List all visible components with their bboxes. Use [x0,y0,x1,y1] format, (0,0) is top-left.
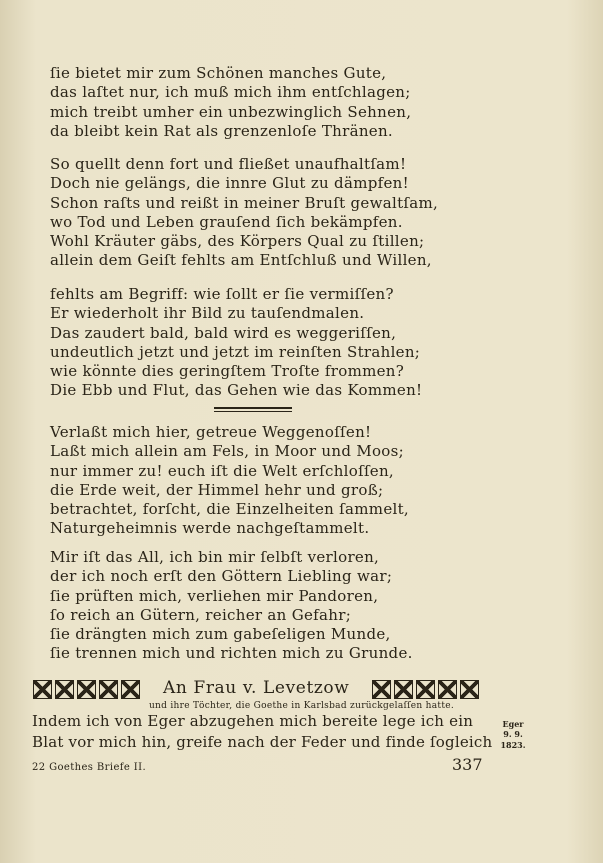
verse-line: ſie drängten mich zum gabeſeligen Munde, [50,625,391,644]
verse-line: Doch nie gelängs, die innre Glut zu dämpfen! [50,174,409,193]
ornament-icon [460,680,479,699]
margin-note-place: Eger [502,719,524,729]
verse-line: wie könnte dies geringſtem Troſte frommen? [50,362,405,381]
verse-line: da bleibt kein Rat als grenzenloſe Thränen. [50,121,393,140]
verse-line: der ich noch erſt den Göttern Liebling war; [50,567,393,586]
verse-line: ſie trennen mich und richten mich zu Grunde. [50,644,413,663]
stanza-2 [50,155,520,271]
ornament-icon [121,680,140,699]
ornament-band-right [372,680,479,700]
ornament-icon [55,680,74,699]
letter-subheading: und ihre Töchter, die Goethe in Karlsbad zurückgelaſſen hatte. [148,701,455,711]
verse-line: Er wiederholt ihr Bild zu tauſendmalen. [50,304,365,323]
verse-line: die Erde weit, der Himmel hehr und groß; [50,480,384,499]
verse-line: Laßt mich allein am Fels, in Moor und Moos; [50,442,404,461]
verse-line: betrachtet, forſcht, die Einzelheiten ſammelt, [50,500,409,519]
signature-mark: 22 Goethes Briefe II. [32,762,147,773]
verse-line: Die Ebb und Flut, das Gehen wie das Kommen! [50,381,423,400]
stanza-1 [50,64,520,141]
verse-line: undeutlich jetzt und jetzt im reinſten Strahlen; [50,342,421,361]
verse-line: Wohl Kräuter gäbs, des Körpers Qual zu ſtillen; [50,232,425,251]
verse-line: mich treibt umher ein unbezwinglich Sehnen, [50,102,412,121]
ornament-icon [394,680,413,699]
verse-line: Mir iſt das All, ich bin mir ſelbſt verloren, [50,548,380,566]
section-divider [214,407,292,409]
ornament-icon [33,680,52,699]
ornament-icon [416,680,435,699]
letter-heading: An Frau v. Levetzow [163,678,350,698]
verse-line: Verlaßt mich hier, getreue Weggenoſſen! [50,423,372,441]
verse-line: allein dem Geiſt fehlts am Entſchluß und Willen, [50,251,432,270]
verse-line: Naturgeheimnis werde nachgeſtammelt. [50,519,370,538]
page-number: 337 [452,755,483,774]
ornament-icon [372,680,391,699]
verse-line: ſie prüften mich, verliehen mir Pandoren, [50,586,379,605]
margin-note-year: 1823. [500,740,526,750]
verse-line: So quellt denn fort und fließet unaufhaltſam! [50,155,407,173]
stanza-4 [50,423,520,539]
verse-line: ſie bietet mir zum Schönen manches Gute, [50,64,387,82]
verse-line: das laſtet nur, ich muß mich ihm entſchlagen; [50,83,411,102]
verse-line: wo Tod und Leben grauſend ſich bekämpfen. [50,212,403,231]
verse-line: Das zaudert bald, bald wird es weggeriſſen, [50,323,397,342]
margin-note-date: 9. 9. [503,729,523,739]
prose-line: Blat vor mich hin, greife nach der Feder und finde ſogleich [32,733,493,751]
ornament-icon [438,680,457,699]
verse-line: nur immer zu! euch iſt die Welt erſchloſſen, [50,461,394,480]
ornament-icon [99,680,118,699]
verse-line: fehlts am Begriff: wie ſollt er ſie vermiſſen? [50,285,394,303]
stanza-3 [50,285,520,401]
ornament-icon [77,680,96,699]
section-divider [214,411,292,412]
prose-line: Indem ich von Eger abzugehen mich bereite lege ich ein [32,712,474,730]
verse-line: Schon raſts und reißt in meiner Bruſt gewaltſam, [50,193,439,212]
ornament-band-left [33,680,140,700]
stanza-5 [50,548,520,664]
verse-line: ſo reich an Gütern, reicher an Gefahr; [50,605,352,624]
